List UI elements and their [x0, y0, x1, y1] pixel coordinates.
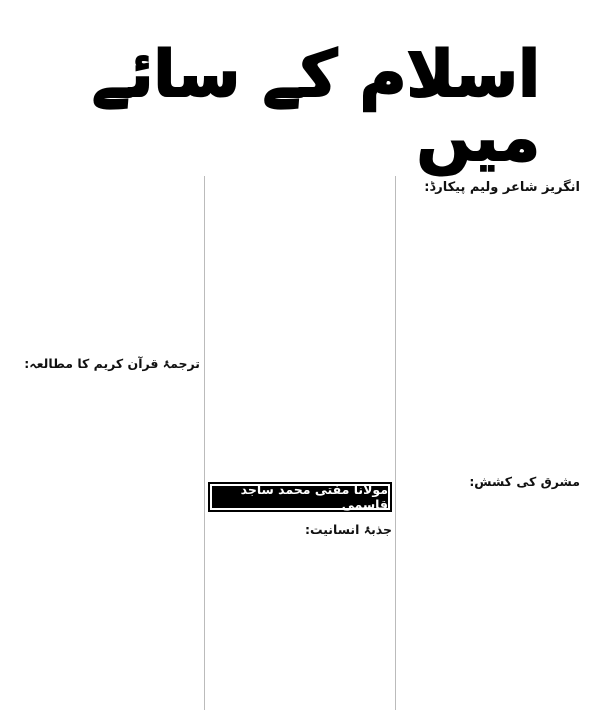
right-column-paragraph	[398, 516, 580, 538]
middle-column-bottom	[208, 518, 392, 710]
middle-column-paragraph	[208, 176, 392, 198]
right-column-subheading: مشرق کی کشش:	[469, 474, 580, 489]
left-column-subheading: ترجمۂ قرآن کریم کا مطالعہ:	[24, 356, 200, 371]
article-headline: اسلام کے سائے میں	[91, 38, 540, 176]
left-column-paragraph	[14, 198, 200, 220]
left-column-bottom	[14, 352, 200, 710]
left-column-paragraph	[14, 376, 200, 398]
right-column-paragraph	[398, 494, 580, 516]
right-column-paragraph	[398, 200, 580, 222]
middle-column-subheading: جذبۂ انسانیت:	[304, 522, 392, 537]
right-column	[398, 176, 580, 466]
author-byline: مولانا مفتی محمد ساجد قاسمی	[212, 486, 388, 508]
right-column-heading: انگریز شاعر ولیم پیکارڈ:	[424, 180, 580, 195]
left-column-top	[14, 176, 200, 346]
right-column-section-2	[398, 470, 580, 710]
right-column-paragraph	[398, 244, 580, 266]
right-column-paragraph	[398, 222, 580, 244]
column-divider-right	[395, 176, 396, 710]
left-column-paragraph	[14, 176, 200, 198]
middle-column-paragraph	[208, 198, 392, 220]
author-byline-box	[208, 482, 392, 512]
middle-column-top	[208, 176, 392, 476]
middle-column-paragraph	[208, 542, 392, 564]
column-divider-left	[204, 176, 205, 710]
